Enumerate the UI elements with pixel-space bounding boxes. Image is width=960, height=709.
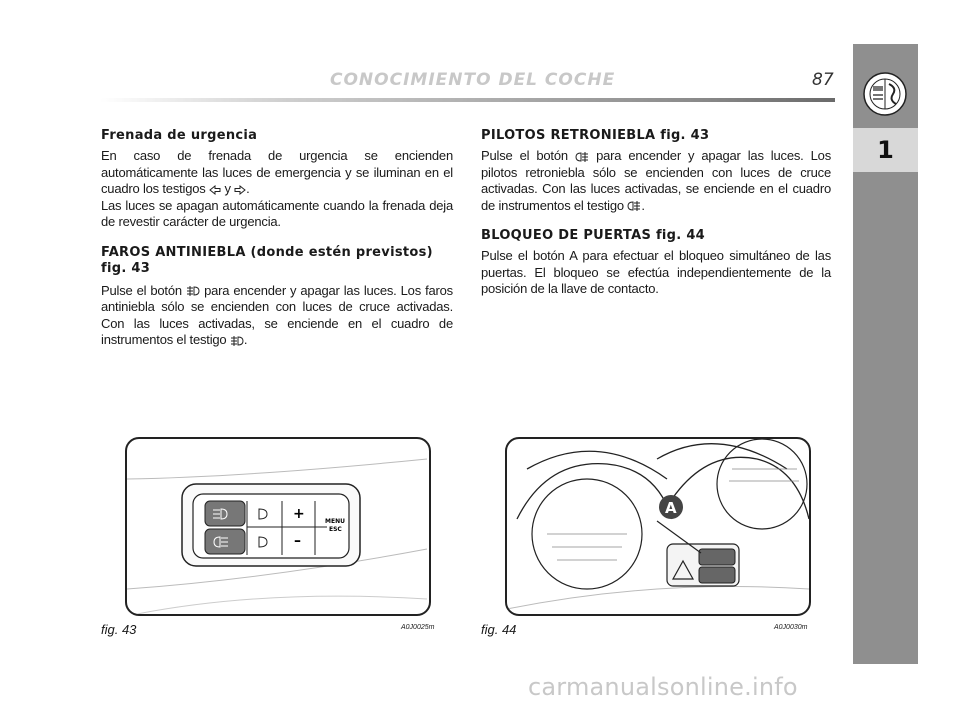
esc-button-label: ESC <box>329 526 342 533</box>
right-arrow-icon <box>234 185 246 195</box>
front-fog-light-icon <box>230 335 244 347</box>
section-title-rear-fog-lights: PILOTOS RETRONIEBLA fig. 43 <box>481 128 710 143</box>
rear-fog-light-icon <box>627 200 641 212</box>
figure-43 <box>125 437 431 616</box>
section-title-fog-lights: FAROS ANTINIEBLA (donde estén previstos) fig. 43 <box>101 244 433 276</box>
header-title: CONOCIMIENTO DEL COCHE <box>330 70 616 90</box>
paragraph: Pulse el botón A para efectuar el bloqueo simultáneo de las puertas. El bloqueo se efectúa independientemente de la posición de la llave de contacto. <box>481 248 831 296</box>
section-title-emergency-braking: Frenada de urgencia <box>101 128 258 143</box>
header-rule <box>100 98 835 102</box>
page-number: 87 <box>812 70 834 90</box>
watermark: carmanualsonline.info <box>528 673 798 701</box>
figure-44-label: fig. 44 <box>481 622 517 637</box>
paragraph: Pulse el botón para encender y apagar las luces. Los faros antiniebla sólo se encienden con luces de cruce activadas. Con las luces activadas, se enciende en el cuadro de instrumentos el testigo . <box>101 282 453 347</box>
figure-44 <box>505 437 811 616</box>
paragraph: En caso de frenada de urgencia se encienden automáticamente las luces de emergencia y se iluminan en el cuadro los testigos y . <box>101 148 453 196</box>
figure-43-label: fig. 43 <box>101 622 137 637</box>
paragraph: Las luces se apagan automáticamente cuando la frenada deja de revestir carácter de urgencia. <box>101 197 453 229</box>
brand-logo <box>863 72 907 116</box>
callout-a: A <box>665 499 677 517</box>
menu-button-label: MENU <box>325 518 345 525</box>
fog-light-switch-panel-illustration <box>127 439 429 614</box>
left-arrow-icon <box>209 185 221 195</box>
figure-44-code: A0J0030m <box>774 624 808 631</box>
plus-button-label: + <box>293 506 305 522</box>
minus-button-label: – <box>294 533 301 549</box>
rear-fog-light-icon <box>575 151 589 163</box>
section-title-door-locking: BLOQUEO DE PUERTAS fig. 44 <box>481 228 706 243</box>
front-fog-light-icon <box>186 285 200 297</box>
door-lock-button-illustration <box>507 439 809 614</box>
chapter-indicator: 1 <box>853 128 918 172</box>
paragraph: Pulse el botón para encender y apagar las luces. Los pilotos retroniebla sólo se encienden con luces de cruce activadas. Con las luces activadas, se enciende en el cuadro de instrumentos el testigo . <box>481 148 831 213</box>
figure-43-code: A0J0025m <box>401 624 435 631</box>
right-column <box>481 128 831 298</box>
left-column <box>101 128 453 349</box>
